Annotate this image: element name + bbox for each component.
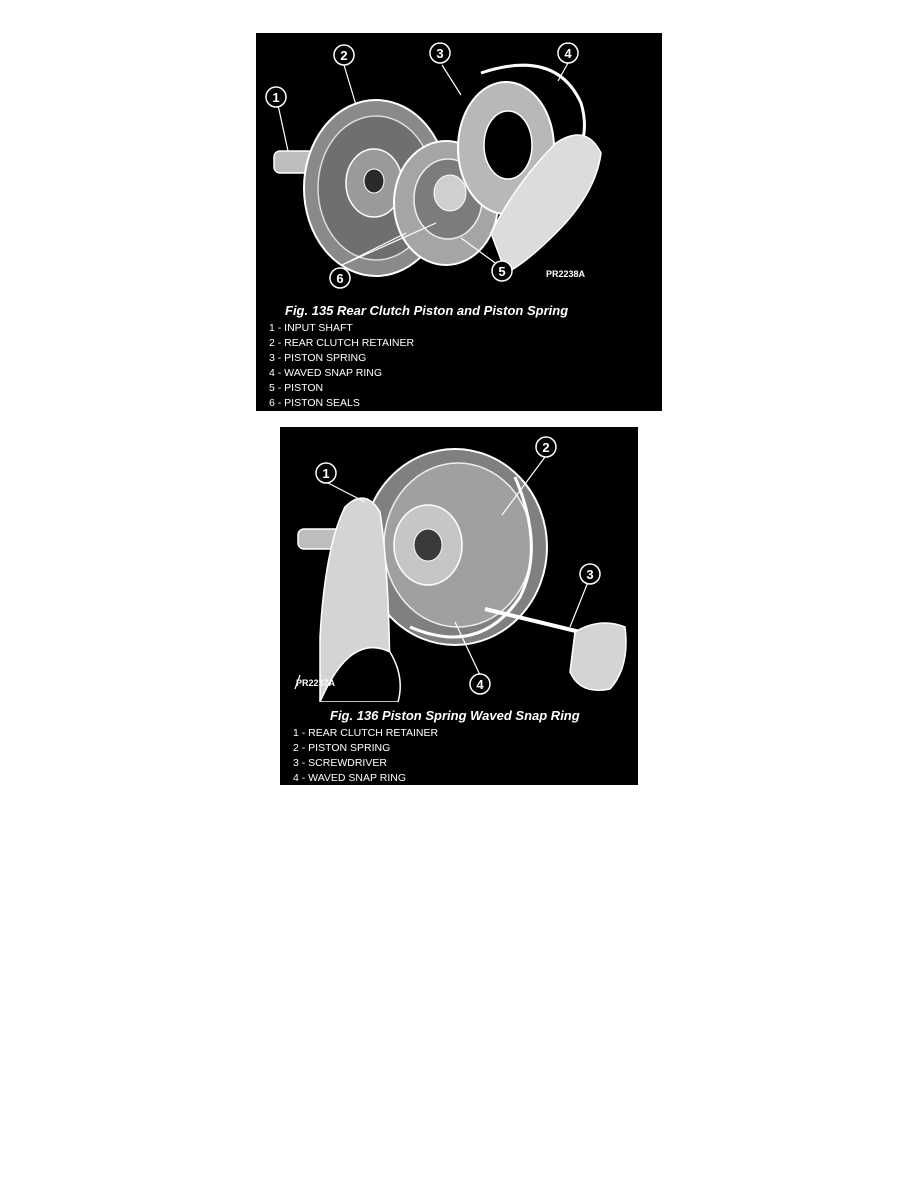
svg-text:3: 3 [436,46,444,61]
legend-item: 2 - PISTON SPRING [293,742,391,754]
legend-item: 3 - PISTON SPRING [269,352,367,364]
svg-text:2: 2 [542,440,550,455]
figure-legend [293,726,438,785]
callout-3 [430,43,450,63]
piston-spring-snap-ring-illustration [280,427,638,702]
svg-text:1: 1 [272,90,280,105]
callout-3 [580,564,600,584]
callout-6 [330,268,350,288]
callout-1 [266,87,286,107]
callout-2 [536,437,556,457]
figure-title: Fig. 136 Piston Spring Waved Snap Ring [330,708,580,723]
figure-135 [256,33,662,411]
legend-item: 2 - REAR CLUTCH RETAINER [269,337,415,349]
svg-text:5: 5 [498,264,506,279]
callout-4 [470,674,490,694]
legend-item: 3 - SCREWDRIVER [293,757,387,769]
figure-code: PR2238A [546,269,586,279]
callout-5 [492,261,512,281]
callout-2 [334,45,354,65]
svg-text:3: 3 [586,567,594,582]
svg-text:4: 4 [564,46,572,61]
figure-136 [280,427,638,785]
rear-clutch-piston-illustration [256,33,662,298]
figure-title: Fig. 135 Rear Clutch Piston and Piston Spring [285,303,569,318]
figure-code: PR2237A [296,678,336,688]
legend-item: 4 - WAVED SNAP RING [293,772,406,784]
svg-text:6: 6 [336,271,344,286]
legend-item: 4 - WAVED SNAP RING [269,367,382,379]
callout-4 [558,43,578,63]
legend-item: 5 - PISTON [269,382,324,394]
legend-item: 1 - REAR CLUTCH RETAINER [293,727,439,739]
legend-item: 6 - PISTON SEALS [269,397,360,409]
callout-1 [316,463,336,483]
svg-text:1: 1 [322,466,330,481]
svg-text:4: 4 [476,677,484,692]
legend-item: 1 - INPUT SHAFT [269,322,353,334]
svg-text:2: 2 [340,48,348,63]
figure-legend [269,321,414,411]
